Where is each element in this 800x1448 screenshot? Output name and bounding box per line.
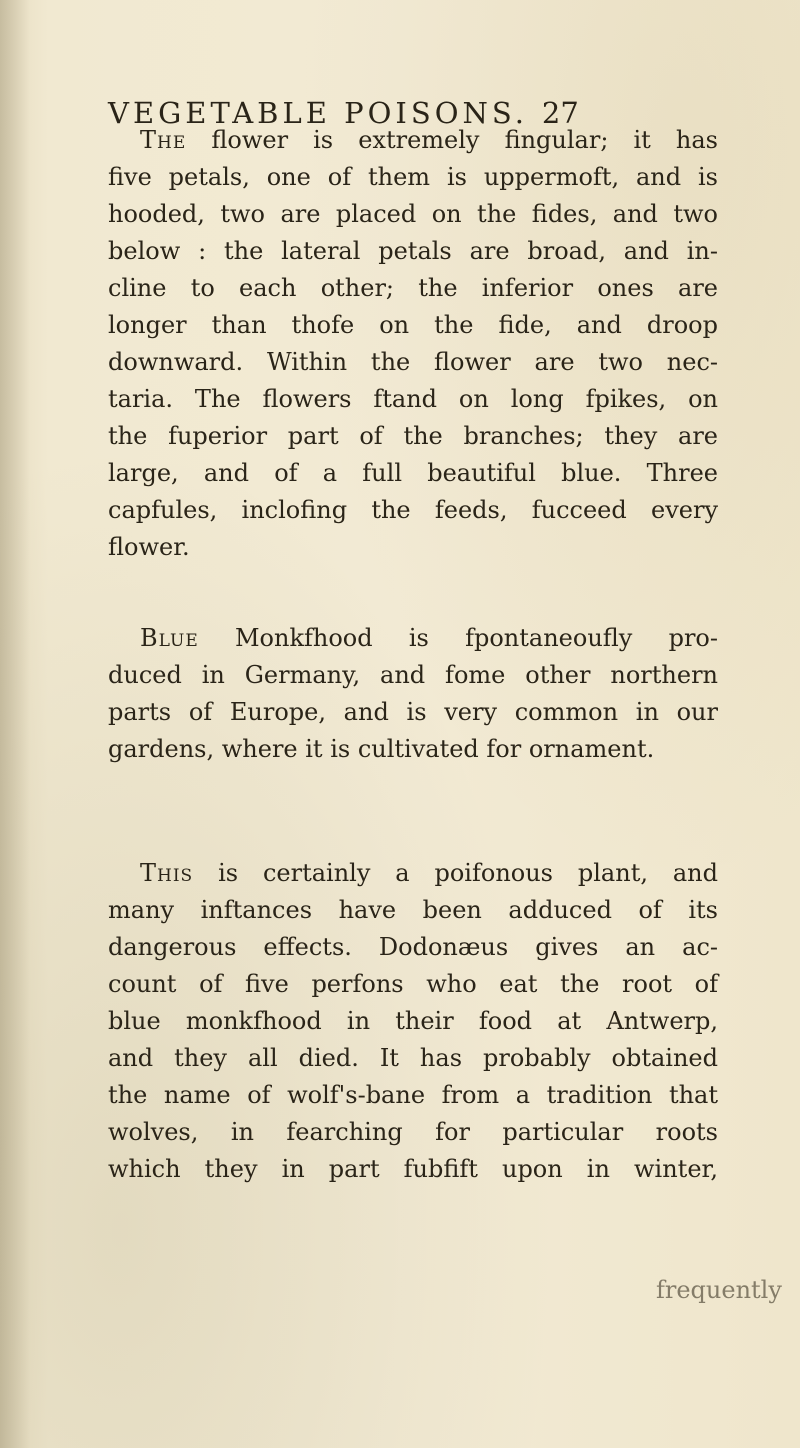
paragraph-poisonous-effects (108, 855, 718, 1188)
paragraph-line: below : the lateral petals are broad, and in- (108, 237, 718, 265)
paragraph-line: the name of wolf's-bane from a tradition that (108, 1081, 718, 1109)
paragraph-line: The flower is extremely fingular; it has (140, 126, 718, 154)
paragraph-line: many inftances have been adduced of its (108, 896, 718, 924)
paragraph-line: longer than thofe on the fide, and droop (108, 311, 718, 339)
paragraph-line: dangerous effects. Dodonæus gives an ac- (108, 933, 718, 961)
paragraph-line: count of five perfons who eat the root of (108, 970, 718, 998)
paragraph-line: taria. The flowers ftand on long fpikes, on (108, 385, 718, 413)
paragraph-line: blue monkfhood in their food at Antwerp, (108, 1007, 718, 1035)
paragraph-line: large, and of a full beautiful blue. Three (108, 459, 718, 487)
paragraph-flower-description (108, 122, 718, 566)
paragraph-line: and they all died. It has probably obtained (108, 1044, 718, 1072)
paragraph-line: gardens, where it is cultivated for ornament. (108, 735, 655, 763)
catchword: frequently (656, 1276, 782, 1304)
paragraph-line: the fuperior part of the branches; they are (108, 422, 718, 450)
paragraph-line: hooded, two are placed on the fides, and two (108, 200, 718, 228)
paragraph-line: which they in part fubfift upon in winter, (108, 1155, 718, 1183)
paragraph-line: five petals, one of them is uppermoft, and is (108, 163, 718, 191)
paragraph-lead-word: The (140, 126, 187, 154)
paragraph-line: downward. Within the flower are two nec- (108, 348, 718, 376)
paragraph-line: parts of Europe, and is very common in our (108, 698, 718, 726)
paragraph-lead-word: This (140, 859, 194, 887)
paragraph-line: capfules, inclofing the feeds, fucceed every (108, 496, 718, 524)
paragraph-line: duced in Germany, and fome other northern (108, 661, 718, 689)
paragraph-line: wolves, in fearching for particular roots (108, 1118, 718, 1146)
paragraph-line: Blue Monkfhood is fpontaneoufly pro- (140, 624, 718, 652)
page-number: 27 (541, 96, 579, 130)
paragraph-habitat (108, 620, 718, 768)
paragraph-lead-word: Blue (140, 624, 199, 652)
paragraph-line: This is certainly a poifonous plant, and (140, 859, 718, 887)
running-title: VEGETABLE POISONS. (108, 96, 528, 130)
paragraph-line: flower. (108, 533, 190, 561)
paragraph-line: cline to each other; the inferior ones are (108, 274, 718, 302)
page-gutter-shadow (0, 0, 30, 1448)
